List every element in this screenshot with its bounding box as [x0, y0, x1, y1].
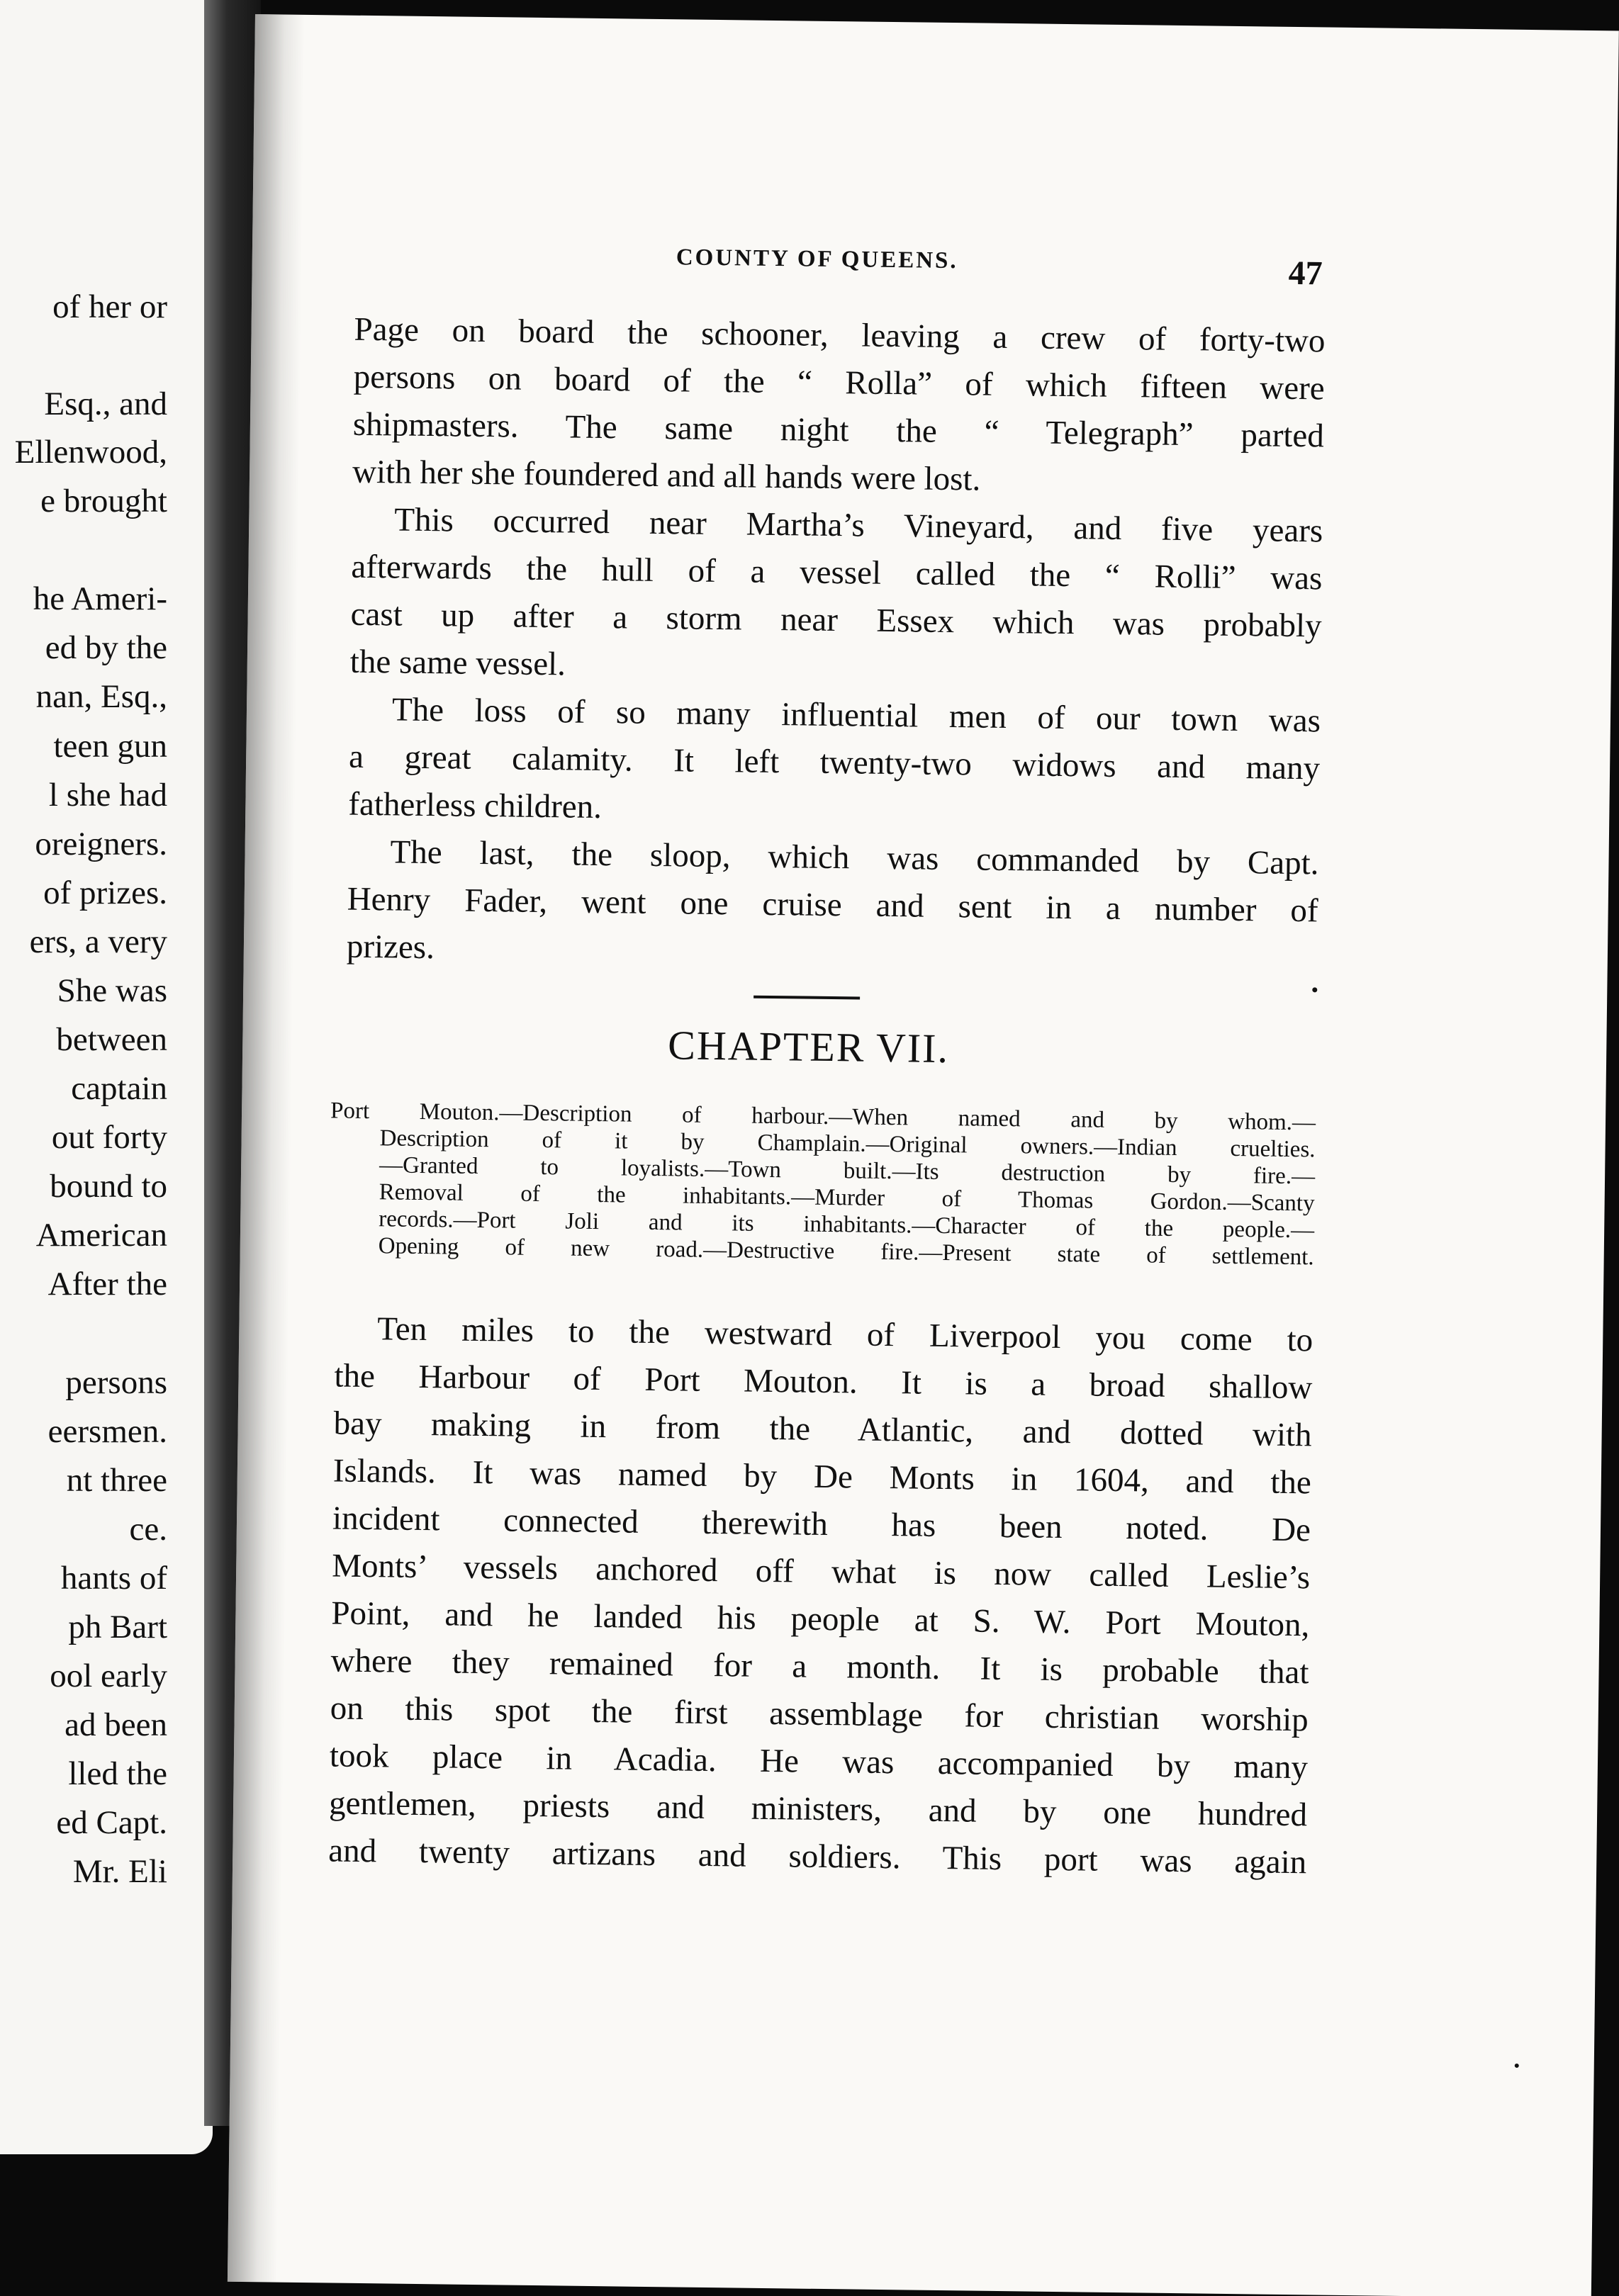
- left-page-line: ad been: [65, 1706, 167, 1743]
- left-page-line: out forty: [51, 1119, 167, 1156]
- running-head: COUNTY OF QUEENS.: [676, 244, 958, 274]
- left-page-line: nt three: [66, 1462, 167, 1499]
- left-page-line: Mr. Eli: [72, 1853, 167, 1890]
- body-line: where they remained for a month. It is probable that: [330, 1642, 1309, 1692]
- body-line: fatherless children.: [348, 785, 603, 826]
- body-line: took place in Acadia. He was accompanied by many: [329, 1737, 1309, 1786]
- body-line: Page on board the schooner, leaving a crew of forty-two: [354, 310, 1326, 360]
- section-rule: [754, 996, 860, 1000]
- left-page: [0, 0, 213, 2154]
- left-page-line: eersmen.: [47, 1413, 167, 1450]
- left-page-line: l she had: [48, 777, 167, 814]
- left-page-line: between: [56, 1021, 167, 1058]
- left-page-line: ed Capt.: [56, 1804, 167, 1841]
- left-page-line: persons: [65, 1364, 167, 1401]
- left-page-line: oreigners.: [35, 826, 167, 862]
- body-line: prizes.: [346, 928, 435, 967]
- body-line: on this spot the first assemblage for christian worship: [330, 1689, 1309, 1739]
- right-page: [228, 14, 1619, 2296]
- left-page-line: bound to: [50, 1168, 167, 1205]
- left-page-line: ool early: [50, 1658, 167, 1694]
- body-line: Point, and he landed his people at S. W. Port Mouton,: [331, 1594, 1310, 1644]
- chapter-summary-line: Description of it by Champlain.—Original owners.—Indian cruelties.: [379, 1125, 1316, 1163]
- left-page-line: Ellenwood,: [14, 434, 167, 471]
- page-number: 47: [1288, 254, 1323, 293]
- body-line: afterwards the hull of a vessel called the “ Rolli” was: [351, 548, 1323, 597]
- body-line: Ten miles to the westward of Liverpool you come to: [377, 1310, 1313, 1359]
- body-line: cast up after a storm near Essex which was probably: [350, 595, 1322, 645]
- left-page-line: Esq., and: [44, 386, 167, 422]
- left-page-line: teen gun: [53, 728, 167, 765]
- left-page-line: he Ameri-: [33, 580, 167, 617]
- chapter-summary-line: records.—Port Joli and its inhabitants.—Character of the people.—: [379, 1206, 1315, 1244]
- body-line: Henry Fader, went one cruise and sent in a number of: [347, 880, 1318, 930]
- body-line: Islands. It was named by De Monts in 1604, and the: [332, 1452, 1312, 1502]
- body-line: a great calamity. It left twenty-two widows and many: [348, 738, 1321, 787]
- body-line: the same vessel.: [349, 643, 566, 683]
- left-page-line: lled the: [68, 1755, 167, 1792]
- left-page-line: American: [35, 1217, 167, 1254]
- left-page-line: ce.: [129, 1511, 167, 1548]
- left-page-line: She was: [57, 972, 167, 1009]
- body-line: with her she foundered and all hands were lost.: [352, 453, 981, 498]
- body-line: The last, the sloop, which was commanded by Capt.: [390, 833, 1319, 882]
- body-line: the Harbour of Port Mouton. It is a broad shallow: [334, 1357, 1313, 1407]
- body-line: This occurred near Martha’s Vineyard, and five years: [393, 501, 1323, 550]
- chapter-title: CHAPTER VII.: [667, 1022, 950, 1072]
- left-page-line: After the: [47, 1266, 167, 1302]
- left-page-line: nan, Esq.,: [35, 678, 167, 715]
- ink-speck: [1515, 2064, 1519, 2068]
- body-line: persons on board of the “ Rolla” of which fifteen were: [353, 358, 1325, 407]
- left-page-line: ed by the: [45, 629, 167, 666]
- body-line: incident connected therewith has been noted. De: [332, 1499, 1311, 1549]
- chapter-summary-line: Port Mouton.—Description of harbour.—When named and by whom.—: [330, 1098, 1316, 1136]
- body-line: Monts’ vessels anchored off what is now called Leslie’s: [331, 1547, 1311, 1597]
- left-page-line: of prizes.: [43, 874, 167, 911]
- left-page-line: captain: [71, 1070, 167, 1107]
- body-line: gentlemen, priests and ministers, and by one hundred: [328, 1784, 1308, 1834]
- body-line: and twenty artizans and soldiers. This port was again: [328, 1832, 1307, 1881]
- chapter-summary-line: —Granted to loyalists.—Town built.—Its destruction by fire.—: [379, 1152, 1316, 1190]
- body-line: bay making in from the Atlantic, and dotted with: [333, 1405, 1312, 1454]
- left-page-line: e brought: [40, 483, 167, 519]
- ink-speck: [1312, 987, 1317, 992]
- left-page-line: hants of: [60, 1560, 167, 1597]
- left-page-line: of her or: [52, 288, 167, 325]
- body-line: shipmasters. The same night the “ Telegraph” parted: [352, 405, 1325, 455]
- left-page-line: ers, a very: [29, 923, 167, 960]
- chapter-summary-line: Opening of new road.—Destructive fire.—Present state of settlement.: [378, 1233, 1314, 1271]
- left-page-line: ph Bart: [68, 1609, 167, 1645]
- body-line: The loss of so many influential men of our town was: [391, 691, 1321, 740]
- chapter-summary-line: Removal of the inhabitants.—Murder of Thomas Gordon.—Scanty: [379, 1179, 1315, 1217]
